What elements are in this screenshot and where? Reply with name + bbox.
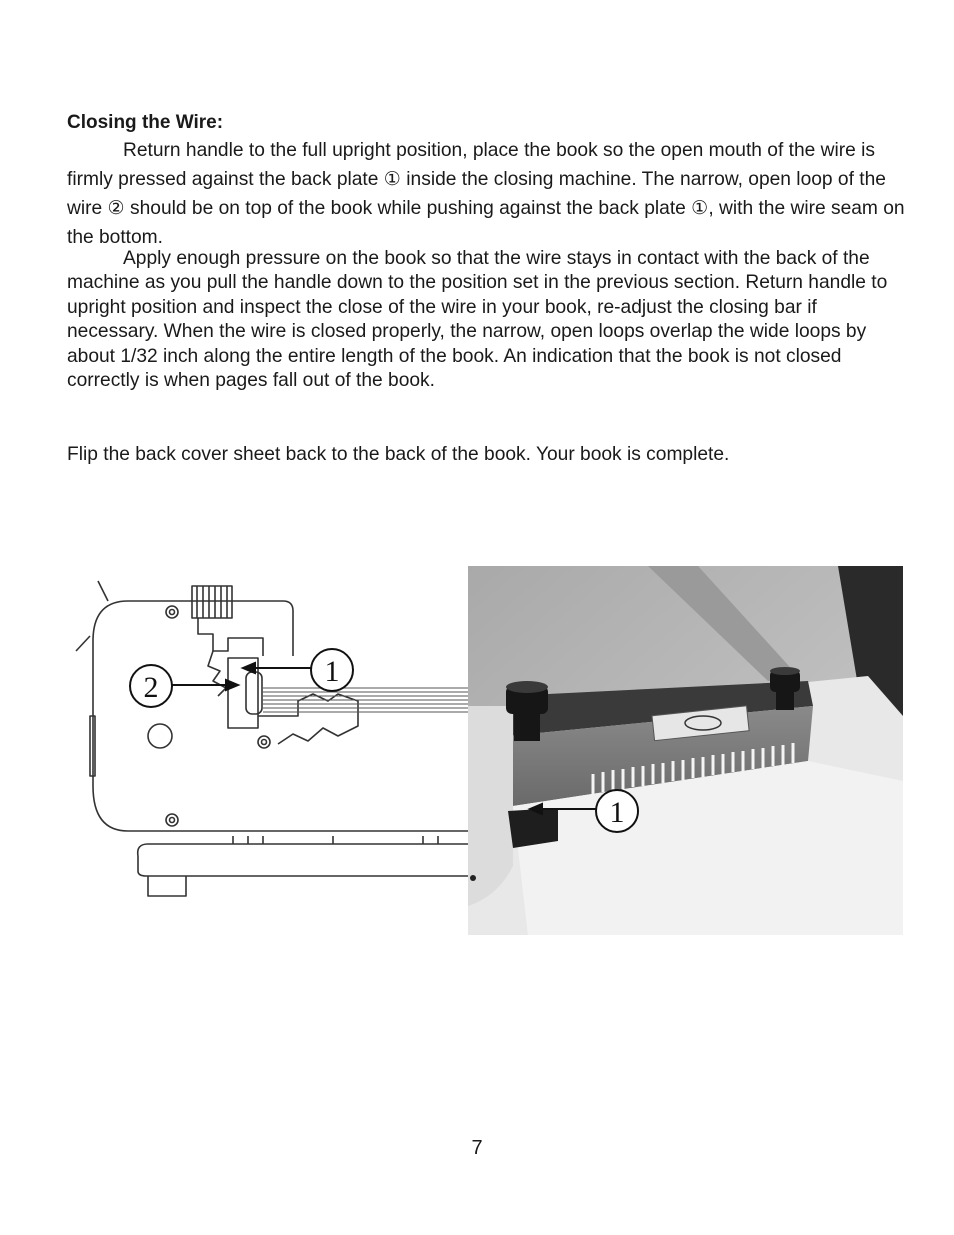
callout-2-label: 2: [143, 671, 159, 704]
closing-machine-diagram: [68, 576, 468, 906]
paragraph-pressure: [67, 247, 912, 393]
page-number: 7: [471, 1137, 483, 1159]
paragraph-placement: [67, 136, 912, 252]
callout-1-label: 1: [324, 655, 340, 688]
section-heading: Closing the Wire:: [67, 112, 224, 133]
paragraph-finish: Flip the back cover sheet back to the back of the book. Your book is complete.: [67, 444, 730, 465]
paragraph-placement-text: Return handle to the full upright position, place the book so the open mouth of the wire is firmly pressed against the back plate ① inside the closing machine. The narrow, open loop of the wire ② should be on top of the book while pushing against the back plate ①, with the wire seam on the bottom.: [67, 140, 905, 248]
closing-machine-photo: [468, 566, 903, 935]
paragraph-pressure-text: Apply enough pressure on the book so that the wire stays in contact with the back of the machine as you pull the handle down to the position set in the previous section. Return handle to upright position and inspect the close of the wire in your book, re-adjust the closing bar if necessary. When the wire is closed properly, the narrow, open loops overlap the wide loops by about 1/32 inch along the entire length of the book. An indication that the book is not closed correctly is when pages fall out of the book.: [67, 248, 888, 392]
photo-callout-1-label: 1: [609, 796, 625, 829]
